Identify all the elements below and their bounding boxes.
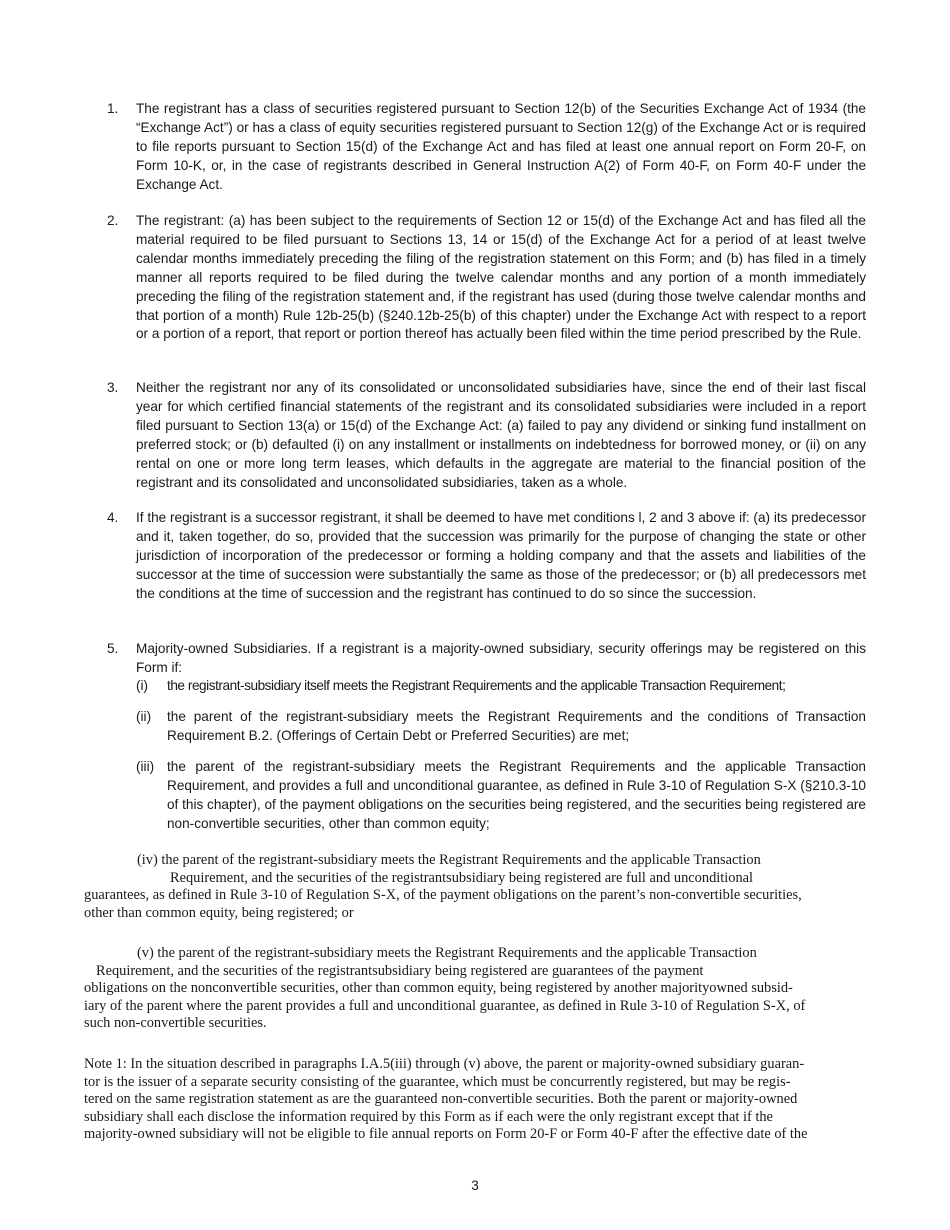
text-line: guarantees, as defined in Rule 3-10 of Regulation S-X, of the payment obligations on the parent’s non-convertible securities, (84, 887, 802, 904)
item-text: Majority-owned Subsidiaries. If a registrant is a majority-owned subsidiary, security offerings may be registered on this Form if: (136, 641, 866, 675)
text-line: subsidiary shall each disclose the information required by this Form as if each were the only registrant except that if the (84, 1108, 773, 1125)
item-text: The registrant has a class of securities registered pursuant to Section 12(b) of the Securities Exchange Act of 1934 (the “Exchange Act”) or has a class of equity securities registered pursuant to Section 12(g) of the Exchange Act or is required to file reports pursuant to Section 15(d) of the Exchange Act and has filed at least one annual report on Form 20-F, on Form 10-K, or, in the case of registrants described in General Instruction A(2) of Form 40-F, on Form 40-F under the Exchange Act. (136, 101, 866, 192)
sub-item-text: the parent of the registrant-subsidiary meets the Registrant Requirements and the conditions of Transaction Requirement B.2. (Offerings of Certain Debt or Preferred Securities) are met; (167, 709, 866, 743)
item-text: Neither the registrant nor any of its consolidated or unconsolidated subsidiaries have, since the end of their last fiscal year for which certified financial statements of the registrant and its consolidated subsidiaries were included in a report filed pursuant to Section 13(a) or 15(d) of the Exchange Act: (a) failed to pay any dividend or sinking fund installment on preferred stock; or (b) defaulted (i) on any installment or installments on indebtedness for borrowed money, or (ii) on any rental on one or more long term leases, which defaults in the aggregate are material to the financial position of the registrant and its consolidated and unconsolidated subsidiaries, taken as a whole. (136, 380, 866, 490)
item-text: If the registrant is a successor registrant, it shall be deemed to have met conditions l, 2 and 3 above if: (a) its predecessor and it, taken together, do so, provided that the succession was primarily for the purpose of changing the state or other jurisdiction of incorporation of the predecessor or forming a holding company and that the assets and liabilities of the successor at the time of succession were substantially the same as those of the predecessor; or (b) all predecessors met the conditions at the time of succession and the registrant has continued to do so since the succession. (136, 510, 866, 601)
text-line: Requirement, and the securities of the registrantsubsidiary being registered are guarantees of the payment (96, 962, 704, 979)
text-line: iary of the parent where the parent provides a full and unconditional guarantee, as defined in Rule 3-10 of Regulation S-X, of (84, 997, 806, 1014)
note-1 (84, 1056, 866, 1144)
sub-item-number: (iii) (136, 759, 155, 774)
sub-item-iv (84, 852, 866, 922)
sub-item-text: the registrant-subsidiary itself meets the Registrant Requirements and the applicable Transaction Requirement; (167, 678, 786, 693)
item-number: 1. (107, 101, 119, 116)
text-line: (v) the parent of the registrant-subsidiary meets the Registrant Requirements and the applicable Transaction (137, 945, 757, 961)
sub-item-number: (i) (136, 678, 149, 693)
text-line: obligations on the nonconvertible securities, other than common equity, being registered by another majorityowned subsid- (84, 980, 793, 997)
sub-item-number: (ii) (136, 709, 152, 724)
sub-item-text: the parent of the registrant-subsidiary meets the Registrant Requirements and the applicable Transaction Requirement, and provides a full and unconditional guarantee, as defined in Rule 3-10 of Regulation S-X (§210.3-10 of this chapter), of the payment obligations on the securities being registered, and the securities being registered are non-convertible securities, other than common equity; (167, 759, 866, 831)
text-line: tered on the same registration statement as are the guaranteed non-convertible securities. Both the parent or majority-owned (84, 1091, 798, 1108)
text-line: such non-convertible securities. (84, 1015, 267, 1032)
sub-item-v (84, 945, 866, 1033)
text-line: (iv) the parent of the registrant-subsidiary meets the Registrant Requirements and the applicable Transaction (137, 852, 761, 868)
item-number: 2. (107, 213, 119, 228)
item-number: 4. (107, 510, 119, 525)
item-number: 5. (107, 641, 119, 656)
page-number: 3 (471, 1178, 479, 1193)
text-line: Note 1: In the situation described in paragraphs I.A.5(iii) through (v) above, the parent or majority-owned subsidiary guaran- (84, 1056, 805, 1072)
item-number: 3. (107, 380, 119, 395)
text-line: Requirement, and the securities of the registrantsubsidiary being registered are full and unconditional (170, 869, 754, 886)
item-text: The registrant: (a) has been subject to the requirements of Section 12 or 15(d) of the Exchange Act and has filed all the material required to be filed pursuant to Sections 13, 14 or 15(d) of the Exchange Act for a period of at least twelve calendar months immediately preceding the filing of the registration statement on this Form; and (b) has filed in a timely manner all reports required to be filed during the twelve calendar months and any portion of a month immediately preceding the filing of the registration statement and, if the registrant has used (during those twelve calendar months and that portion of a month) Rule 12b-25(b) (§240.12b-25(b) of this chapter) under the Exchange Act with respect to a report or a portion of a report, that report or portion thereof has actually been filed within the time period prescribed by the Rule. (136, 213, 866, 342)
text-line: other than common equity, being registered; or (84, 904, 354, 921)
text-line: tor is the issuer of a separate security consisting of the guarantee, which must be concurrently registered, but may be regis- (84, 1073, 791, 1090)
text-line: majority-owned subsidiary will not be eligible to file annual reports on Form 20-F or Form 40-F after the effective date of the (84, 1126, 808, 1143)
